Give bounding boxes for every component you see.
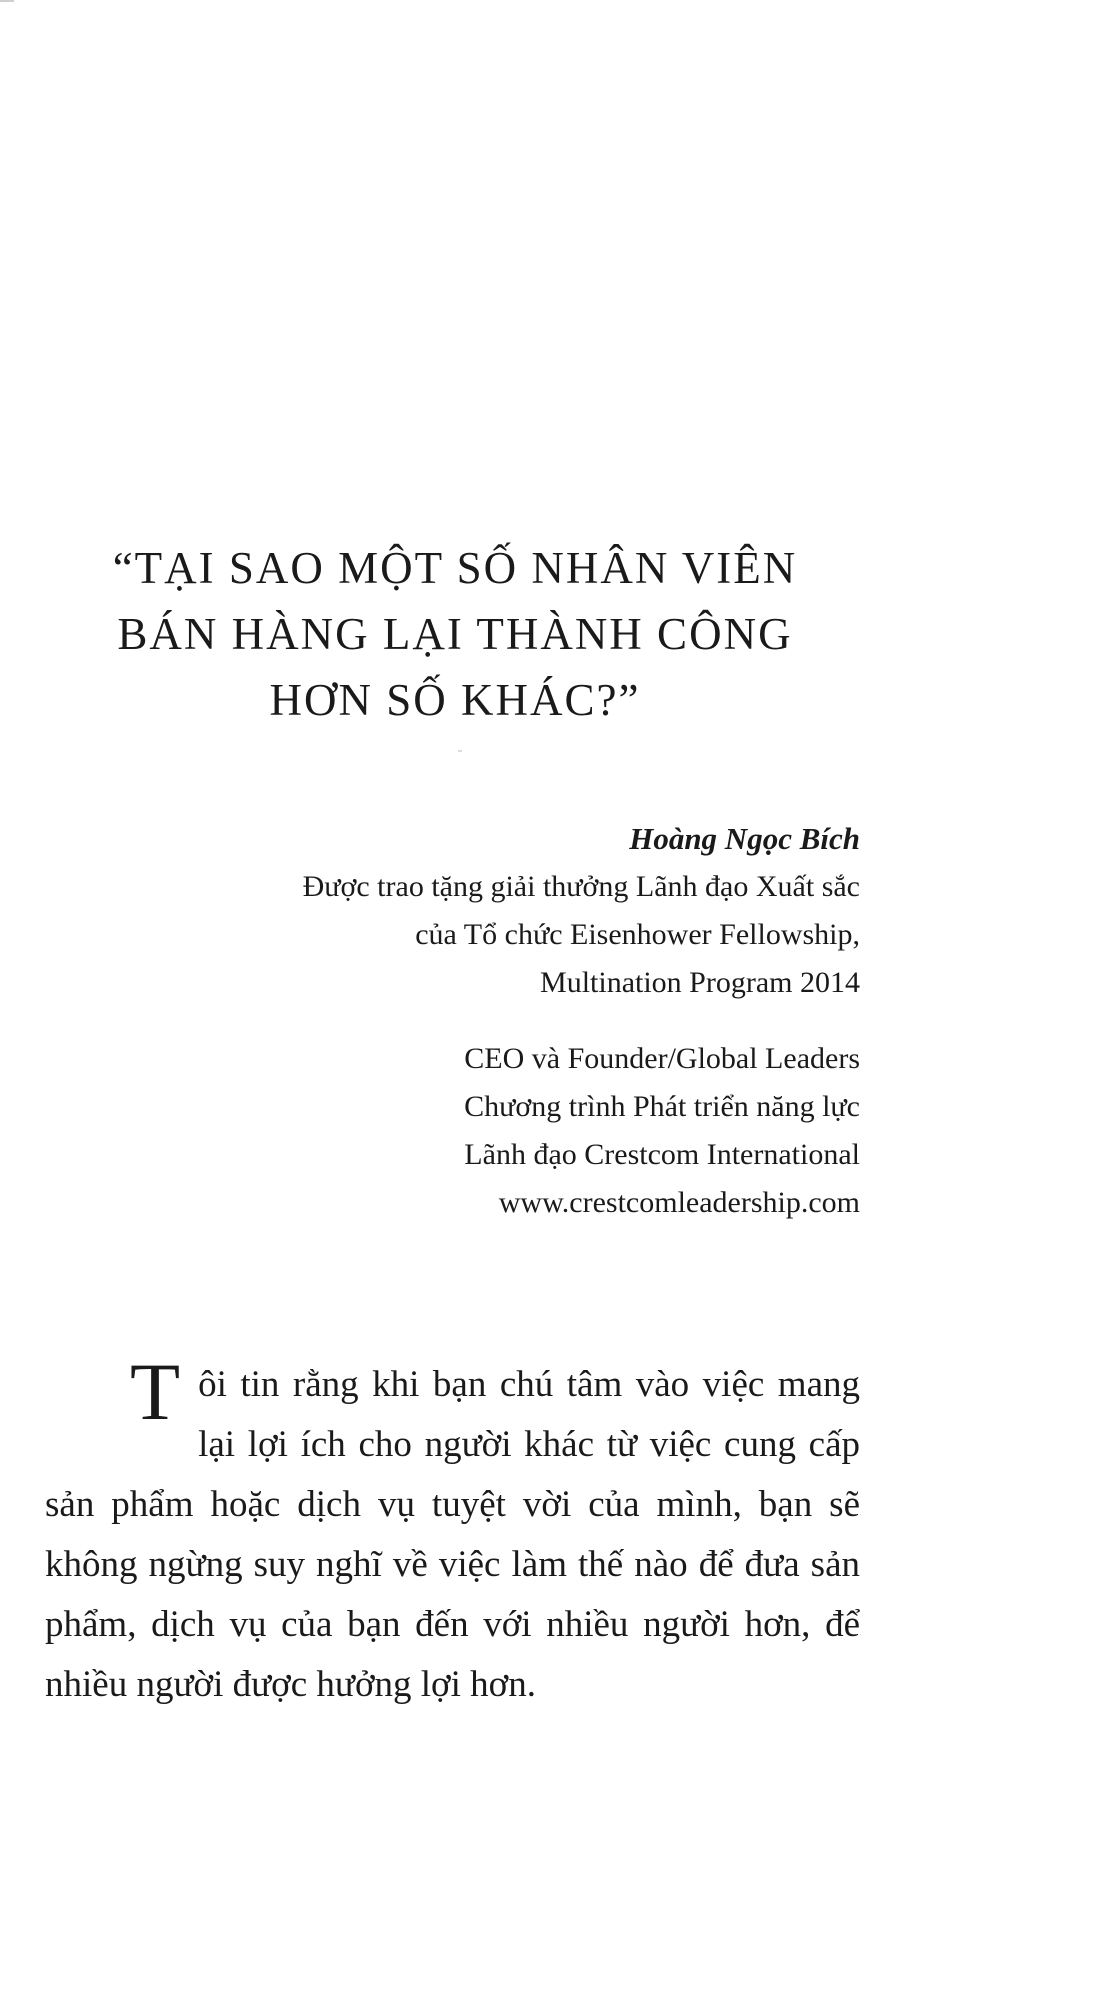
role-line-3: Lãnh đạo Crestcom International <box>464 1138 860 1171</box>
chapter-title-line-1: “TẠI SAO MỘT SỐ NHÂN VIÊN <box>112 543 798 593</box>
scan-speck <box>458 750 462 752</box>
scan-corner-mark <box>0 0 14 2</box>
attribution-spacer <box>100 1007 860 1035</box>
chapter-title <box>95 535 815 733</box>
chapter-title-line-2: BÁN HÀNG LẠI THÀNH CÔNG <box>117 609 793 659</box>
role-line-2: Chương trình Phát triển năng lực <box>464 1090 860 1123</box>
body-paragraph-text: ôi tin rằng khi bạn chú tâm vào việc mang lại lợi ích cho người khác từ việc cung cấp sản phẩm hoặc dịch vụ tuyệt vời của mình, bạn sẽ không ngừng suy nghĩ về việc làm thế nào để đưa sản phẩm, dịch vụ của bạn đến với nhiều người hơn, để nhiều người được hưởng lợi hơn. <box>45 1364 860 1705</box>
body-paragraph <box>45 1346 860 1715</box>
drop-cap: T <box>130 1346 181 1437</box>
role-line-1: CEO và Founder/Global Leaders <box>464 1042 860 1075</box>
chapter-title-line-3: HƠN SỐ KHÁC?” <box>269 675 641 725</box>
award-line-2: của Tổ chức Eisenhower Fellowship, <box>415 918 860 951</box>
attribution-block <box>100 815 860 1227</box>
award-line-3: Multination Program 2014 <box>540 966 860 999</box>
author-name: Hoàng Ngọc Bích <box>629 821 860 856</box>
award-line-1: Được trao tặng giải thưởng Lãnh đạo Xuất sắc <box>302 870 860 903</box>
website-url: www.crestcomleadership.com <box>498 1186 860 1219</box>
